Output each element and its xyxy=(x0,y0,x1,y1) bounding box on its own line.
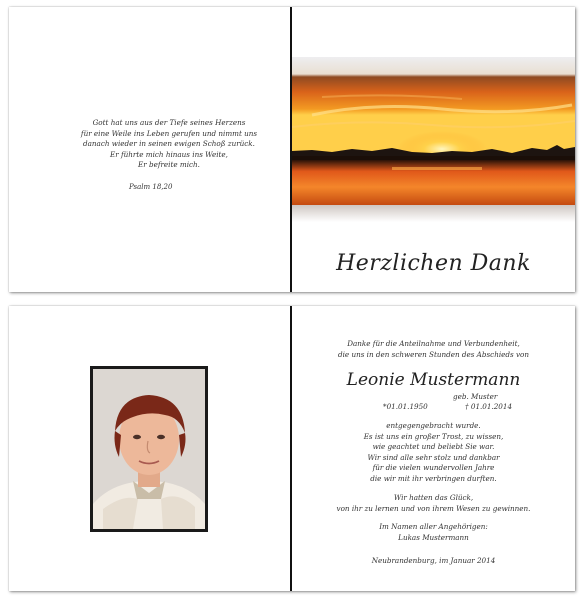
card-front-spread xyxy=(9,7,575,292)
bible-verse xyxy=(49,118,289,171)
birth-date: *01.01.1950 xyxy=(383,402,428,411)
deceased-name: Leonie Mustermann xyxy=(346,370,521,390)
luck-line: Wir hatten das Glück, xyxy=(393,493,474,502)
luck-text xyxy=(292,493,575,514)
intro-line: Danke für die Anteilnahme und Verbundenheit, xyxy=(347,339,520,348)
place-date: Neubrandenburg, im Januar 2014 xyxy=(371,556,496,565)
verse-line: für eine Weile ins Leben gerufen und nimmt uns xyxy=(80,128,258,138)
tribute-line: wie geachtet und beliebt Sie war. xyxy=(372,442,495,451)
intro-text xyxy=(292,339,575,360)
portrait-frame xyxy=(90,366,208,532)
family-signature xyxy=(292,522,575,543)
sunset-lake-photo xyxy=(292,57,575,222)
family-line: Lukas Mustermann xyxy=(398,532,469,542)
luck-line: von ihr zu lernen und von ihrem Wesen zu gewinnen. xyxy=(336,503,531,513)
verse-line: danach wieder in seinen ewigen Schoß zurück. xyxy=(83,139,255,149)
verse-line: Er führte mich hinaus ins Weite, xyxy=(110,149,228,159)
tribute-line: entgegengebracht wurde. xyxy=(386,421,481,430)
verse-line: Gott hat uns aus der Tiefe seines Herzens xyxy=(92,118,246,127)
tribute-line: die wir mit ihr verbringen durften. xyxy=(370,473,497,483)
card-inner-spread xyxy=(9,306,575,591)
tribute-line: für die vielen wundervollen Jahre xyxy=(372,463,495,472)
thanks-heading: Herzlichen Dank xyxy=(336,251,531,276)
maiden-name: geb. Muster xyxy=(453,392,498,401)
tribute-line: Es ist uns ein großer Trost, zu wissen, xyxy=(363,431,504,441)
psalm-reference: Psalm 18,20 xyxy=(129,183,173,191)
death-date: † 01.01.2014 xyxy=(465,402,513,411)
intro-line: die uns in den schweren Stunden des Abschieds von xyxy=(338,349,529,359)
tribute-line: Wir sind alle sehr stolz und dankbar xyxy=(367,452,500,462)
tribute-text xyxy=(292,421,575,484)
verse-line: Er befreite mich. xyxy=(138,160,200,170)
portrait-photo xyxy=(93,369,205,529)
family-line: Im Namen aller Angehörigen: xyxy=(379,522,488,531)
